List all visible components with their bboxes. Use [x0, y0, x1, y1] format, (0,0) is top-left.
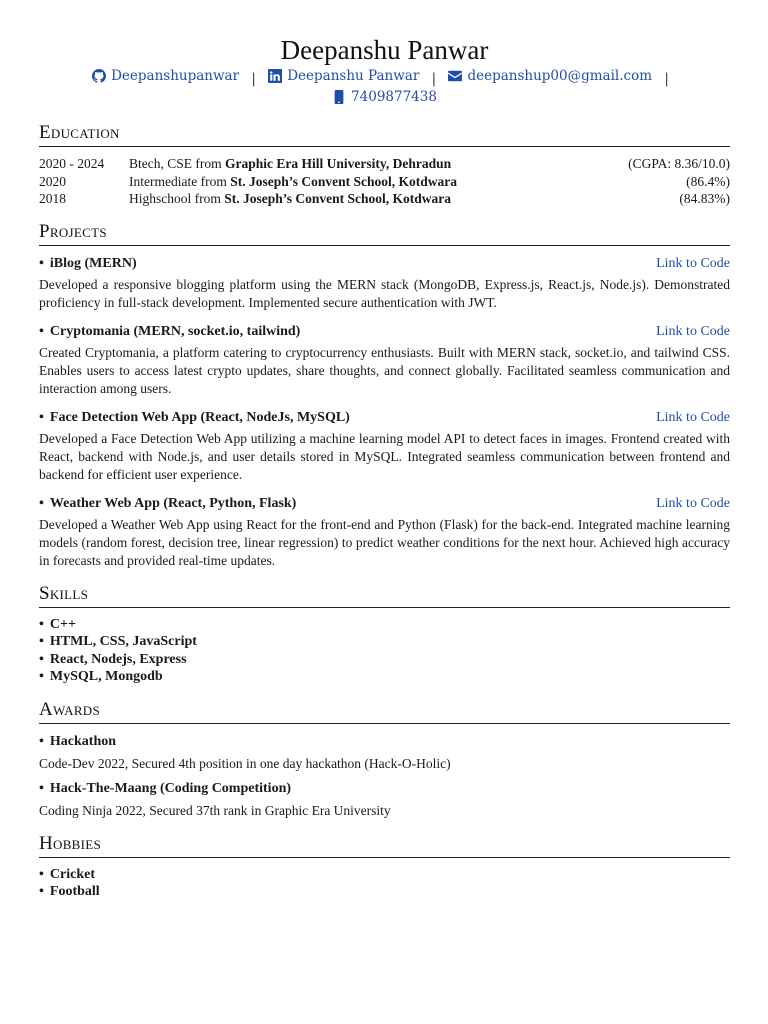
education-row: [39, 173, 730, 191]
section-title: Education: [39, 121, 730, 147]
projects-section: [39, 220, 730, 570]
section-title: Projects: [39, 220, 730, 246]
email-address: deepanshup00@gmail.com: [467, 68, 653, 84]
skills-list: [39, 616, 730, 686]
project-item: [39, 494, 730, 570]
project-description: Developed a Face Detection Web App utilizing a machine learning model API to detect faces in images. Frontend created with React, backend with Node.js, and user details stored in MySQL. Integrated seamless communication between frontend and backend for efficient user experience.: [39, 430, 730, 482]
project-description: Developed a responsive blogging platform using the MERN stack (MongoDB, Express.js, React.js, Node.js). Demonstrated proficiency in full-stack development. Implemented secure authentication with JWT.: [39, 276, 730, 310]
school-name: St. Joseph’s Convent School, Kotdwara: [230, 173, 457, 189]
education-row: [39, 190, 730, 208]
hobby-item: • Cricket: [39, 866, 730, 884]
email-link[interactable]: [448, 67, 652, 85]
project-description: Developed a Weather Web App using React for the front-end and Python (Flask) for the back-end. Integrated machine learning models (random forest, decision tree, linear regression) to predict weather conditions for the next hour. Achieved high accuracy in forecasts and provided real-time updates.: [39, 516, 730, 568]
education-section: [39, 121, 730, 208]
education-desc: Btech, CSE from Graphic Era Hill University, Dehradun: [129, 156, 452, 171]
phone-number: 7409877438: [351, 89, 437, 105]
awards-section: [39, 698, 730, 820]
github-username: Deepanshupanwar: [111, 68, 240, 84]
envelope-icon: [448, 69, 462, 83]
award-description: Code-Dev 2022, Secured 4th position in one day hackathon (Hack-O-Holic): [39, 755, 451, 771]
project-item: [39, 408, 730, 484]
education-grade: (CGPA: 8.36/10.0): [628, 156, 730, 171]
award-title: • Hack-The-Maang (Coding Competition): [39, 779, 730, 799]
separator: |: [664, 71, 669, 87]
project-description: Created Cryptomania, a platform catering to cryptocurrency enthusiasts. Built with MERN stack, socket.io, and tailwind CSS. Enables users to access latest crypto updates, share thoughts, and connect globally. Facilitated seamless communication and interaction among users.: [39, 344, 730, 396]
resume-page: [39, 34, 730, 901]
skills-section: [39, 582, 730, 686]
school-name: St. Joseph’s Convent School, Kotdwara: [224, 191, 452, 206]
phone-link[interactable]: [332, 88, 437, 106]
link-to-code[interactable]: Link to Code: [656, 255, 730, 271]
award-title: • Hackathon: [39, 732, 730, 752]
link-to-code[interactable]: Link to Code: [656, 409, 730, 425]
education-years: 2018: [39, 191, 66, 206]
project-title: • Face Detection Web App (React, NodeJs, MySQL): [39, 408, 350, 428]
hobbies-list: [39, 866, 730, 901]
skill-item: • React, Nodejs, Express: [39, 651, 730, 669]
separator: |: [431, 71, 437, 87]
contact-bar: [39, 67, 730, 109]
education-years: 2020: [39, 173, 66, 189]
link-to-code[interactable]: Link to Code: [656, 323, 730, 339]
hobbies-section: [39, 832, 730, 901]
section-title: Awards: [39, 698, 730, 724]
mobile-phone-icon: [332, 90, 346, 104]
award-item: [39, 779, 730, 820]
education-desc: Intermediate from St. Joseph’s Convent School, Kotdwara: [129, 173, 457, 189]
project-item: [39, 322, 730, 398]
skill-item: • MySQL, Mongodb: [39, 668, 730, 686]
candidate-name: Deepanshu Panwar: [280, 35, 489, 65]
skill-item: • HTML, CSS, JavaScript: [39, 633, 730, 651]
school-name: Graphic Era Hill University, Dehradun: [225, 156, 452, 171]
separator: |: [251, 71, 256, 87]
linkedin-name: Deepanshu Panwar: [287, 68, 420, 84]
award-description: Coding Ninja 2022, Secured 37th rank in Graphic Era University: [39, 802, 391, 818]
section-title: Skills: [39, 582, 730, 608]
education-desc: Highschool from St. Joseph’s Convent School, Kotdwara: [129, 191, 452, 206]
github-link[interactable]: [92, 67, 239, 85]
github-icon: [92, 69, 106, 83]
project-title: • Cryptomania (MERN, socket.io, tailwind): [39, 322, 300, 342]
skill-item: • C++: [39, 616, 730, 634]
hobby-item: • Football: [39, 883, 730, 901]
project-title: • iBlog (MERN): [39, 254, 137, 274]
education-grade: (84.83%): [679, 191, 730, 206]
education-row: [39, 155, 730, 173]
link-to-code[interactable]: Link to Code: [656, 495, 730, 511]
education-grade: (86.4%): [686, 173, 730, 189]
linkedin-link[interactable]: [268, 67, 419, 85]
award-item: [39, 732, 730, 773]
education-years: 2020 - 2024: [39, 156, 105, 171]
section-title: Hobbies: [39, 832, 730, 858]
project-title: • Weather Web App (React, Python, Flask): [39, 494, 296, 514]
linkedin-icon: [268, 69, 282, 83]
project-item: [39, 254, 730, 312]
